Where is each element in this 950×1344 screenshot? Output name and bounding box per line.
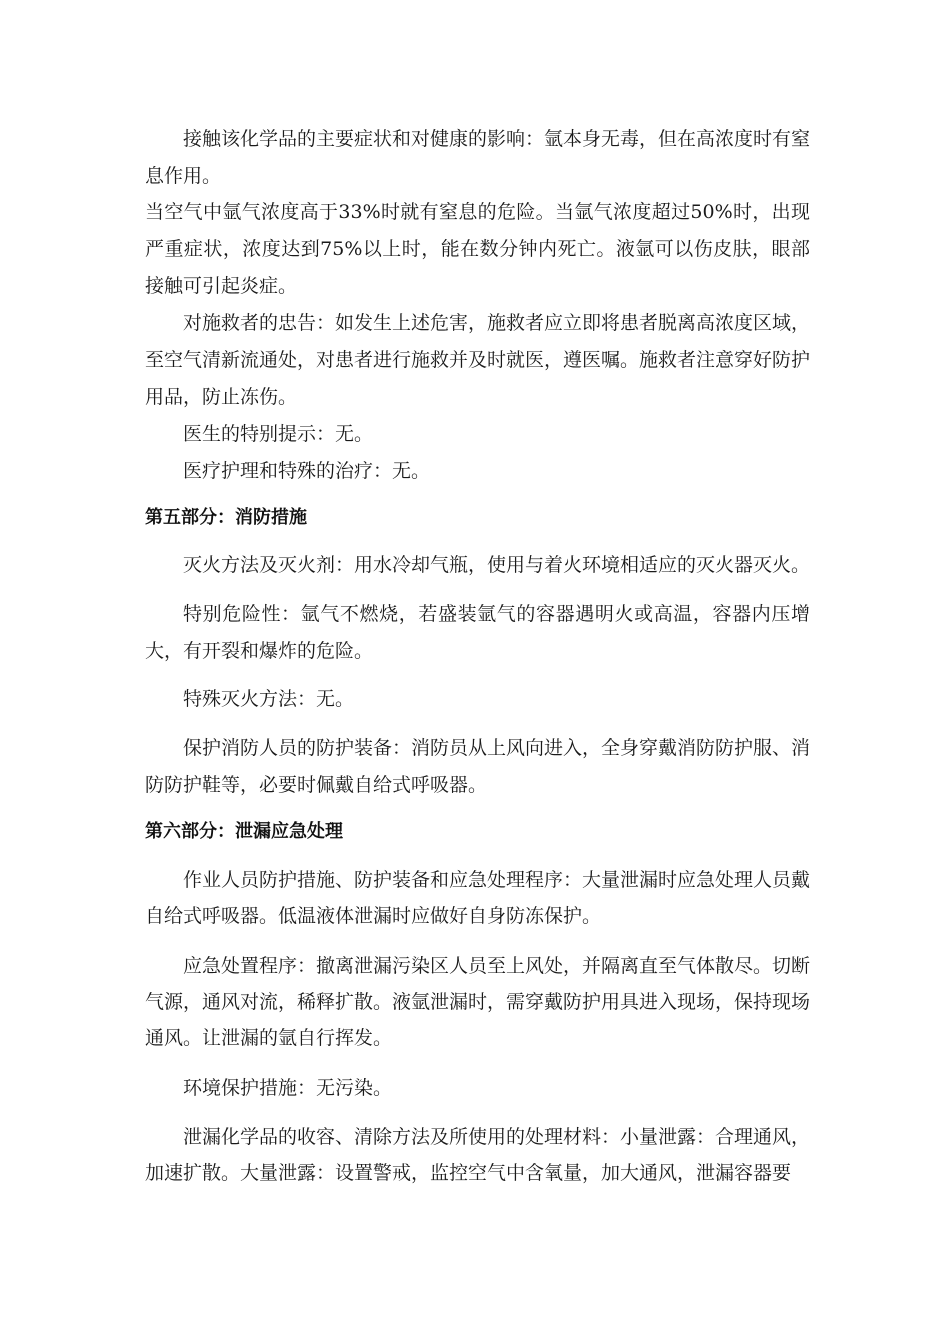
special-hazard-paragraph: 特别危险性：氩气不燃烧，若盛装氩气的容器遇明火或高温，容器内压增大，有开裂和爆炸的危险。	[145, 603, 810, 662]
firefighter-gear-paragraph: 保护消防人员的防护装备：消防员从上风向进入，全身穿戴消防防护服、消防防护鞋等，必要时佩戴自给式呼吸器。	[145, 737, 811, 796]
extinguish-method-paragraph: 灭火方法及灭火剂：用水冷却气瓶，使用与着火环境相适应的灭火器灭火。	[183, 554, 811, 576]
environment-paragraph: 环境保护措施：无污染。	[183, 1077, 393, 1099]
emergency-procedure-paragraph: 应急处置程序：撤离泄漏污染区人员至上风处，并隔离直至气体散尽。切断气源，通风对流，稀释扩散。液氩泄漏时，需穿戴防护用具进入现场，保持现场通风。让泄漏的氩自行挥发。	[145, 955, 811, 1049]
rescuer-advice-paragraph: 对施救者的忠告：如发生上述危害，施救者应立即将患者脱离高浓度区域，至空气清新流通处，对患者进行施救并及时就医，遵医嘱。施救者注意穿好防护用品，防止冻伤。	[145, 312, 811, 408]
doctor-note-paragraph: 医生的特别提示：无。	[183, 423, 374, 445]
section-heading-fire: 第五部分：消防措施	[145, 507, 307, 528]
worker-protection-paragraph: 作业人员防护措施、防护装备和应急处理程序：大量泄漏时应急处理人员戴自给式呼吸器。低温液体泄漏时应做好自身防冻保护。	[145, 869, 811, 927]
symptoms-paragraph: 接触该化学品的主要症状和对健康的影响：氩本身无毒，但在高浓度时有窒息作用。	[145, 128, 811, 187]
special-method-paragraph: 特殊灭火方法：无。	[183, 688, 355, 710]
concentration-paragraph: 当空气中氩气浓度高于33%时就有窒息的危险。当氩气浓度超过50%时，出现严重症状，浓度达到75%以上时，能在数分钟内死亡。液氩可以伤皮肤，眼部接触可引起炎症。	[145, 201, 810, 297]
medical-care-paragraph: 医疗护理和特殊的治疗：无。	[183, 460, 431, 482]
section-heading-leak: 第六部分：泄漏应急处理	[145, 821, 343, 842]
cleanup-paragraph: 泄漏化学品的收容、清除方法及所使用的处理材料：小量泄露：合理通风，加速扩散。大量泄露：设置警戒，监控空气中含氧量，加大通风，泄漏容器要	[145, 1126, 811, 1184]
